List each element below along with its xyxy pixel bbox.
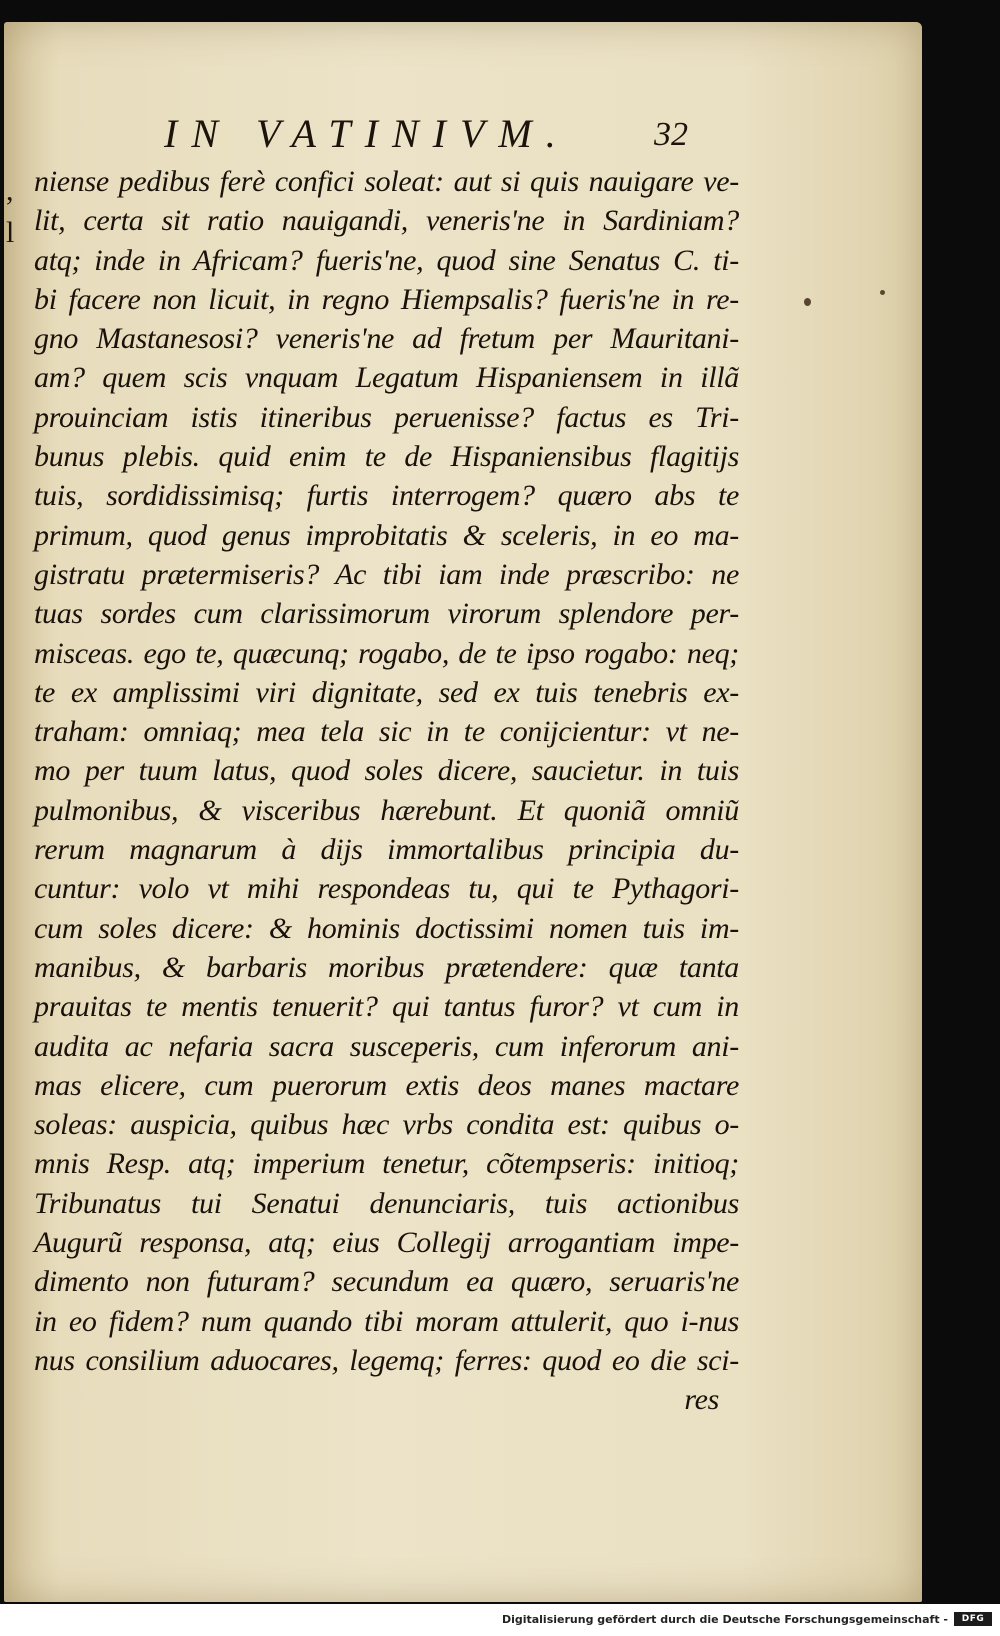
- text-line: Augurũ responsa, atq; eius Collegij arrogantiam impe-: [34, 1226, 739, 1260]
- text-line: mo per tuum latus, quod soles dicere, saucietur. in tuis: [34, 754, 739, 788]
- text-line: mnis Resp. atq; imperium tenetur, cõtempseris: initioq;: [34, 1147, 739, 1181]
- text-line: nus consilium aduocares, legemq; ferres: quod eo die sci-: [34, 1343, 739, 1377]
- text-line: bunus plebis. quid enim te de Hispaniensibus flagitijs: [34, 440, 739, 474]
- text-line: gno Mastanesosi? veneris'ne ad fretum per Mauritani-: [34, 322, 739, 356]
- text-line: gistratu prætermiseris? Ac tibi iam inde præscribo: ne: [34, 557, 739, 591]
- footer-bar: [0, 1604, 1000, 1636]
- text-line: mas elicere, cum puerorum extis deos manes mactare: [34, 1068, 739, 1102]
- text-line: prouinciam istis itineribus peruenisse? factus es Tri-: [34, 400, 739, 434]
- page-header: [4, 110, 922, 170]
- text-line: audita ac nefaria sacra susceperis, cum inferorum ani-: [34, 1029, 739, 1063]
- text-line: soleas: auspicia, quibus hæc vrbs condita est: quibus o-: [34, 1108, 739, 1142]
- text-line: pulmonibus, & visceribus hærebunt. Et quoniã omniũ: [34, 793, 739, 827]
- book-page: [4, 22, 922, 1602]
- text-line: am? quem scis vnquam Legatum Hispaniensem in illã: [34, 361, 739, 395]
- text-line: bi facere non licuit, in regno Hiempsalis? fueris'ne in re-: [34, 282, 739, 316]
- text-line: traham: omniaq; mea tela sic in te conijcientur: vt ne-: [34, 715, 739, 749]
- text-line: te ex amplissimi viri dignitate, sed ex tuis tenebris ex-: [34, 675, 739, 709]
- text-line: in eo fidem? num quando tibi moram attulerit, quo i-nus: [34, 1304, 739, 1338]
- text-line: manibus, & barbaris moribus prætendere: quæ tanta: [34, 950, 739, 984]
- running-title: IN VATINIVM.: [164, 111, 570, 156]
- text-line: cuntur: volo vt mihi respondeas tu, qui te Pythagori-: [34, 872, 739, 906]
- text-line: prauitas te mentis tenuerit? qui tantus furor? vt cum in: [34, 990, 739, 1024]
- margin-mark: l: [6, 216, 15, 249]
- catchword: res: [684, 1383, 719, 1417]
- dfg-logo: DFG: [954, 1612, 992, 1626]
- text-line: rerum magnarum à dijs immortalibus principia du-: [34, 833, 739, 867]
- text-line: niense pedibus ferè confici soleat: aut si quis nauigare ve-: [34, 165, 739, 198]
- footer-credit: Digitalisierung gefördert durch die Deutsche Forschungsgemeinschaft -: [501, 1613, 948, 1626]
- page-number: 32: [654, 116, 688, 153]
- text-line: cum soles dicere: & hominis doctissimi nomen tuis im-: [34, 911, 739, 945]
- margin-marks: [6, 170, 26, 254]
- text-line: atq; inde in Africam? fueris'ne, quod sine Senatus C. ti-: [34, 243, 739, 277]
- text-line: lit, certa sit ratio nauigandi, veneris'ne in Sardiniam?: [34, 204, 739, 238]
- ink-speck: [880, 290, 885, 295]
- ink-speck: [804, 298, 811, 306]
- text-line: misceas. ego te, quæcunq; rogabo, de te ipso rogabo: neq;: [34, 636, 739, 670]
- text-line: Tribunatus tui Senatui denunciaris, tuis actionibus: [34, 1186, 739, 1220]
- text-line: tuas sordes cum clarissimorum virorum splendore per-: [34, 597, 739, 631]
- text-line: dimento non futuram? secundum ea quæro, seruaris'ne: [34, 1265, 739, 1299]
- margin-mark: ,: [6, 174, 14, 207]
- body-text: [34, 162, 739, 1420]
- text-line: primum, quod genus improbitatis & sceleris, in eo ma-: [34, 518, 739, 552]
- text-line: tuis, sordidissimisq; furtis interrogem? quæro abs te: [34, 479, 739, 513]
